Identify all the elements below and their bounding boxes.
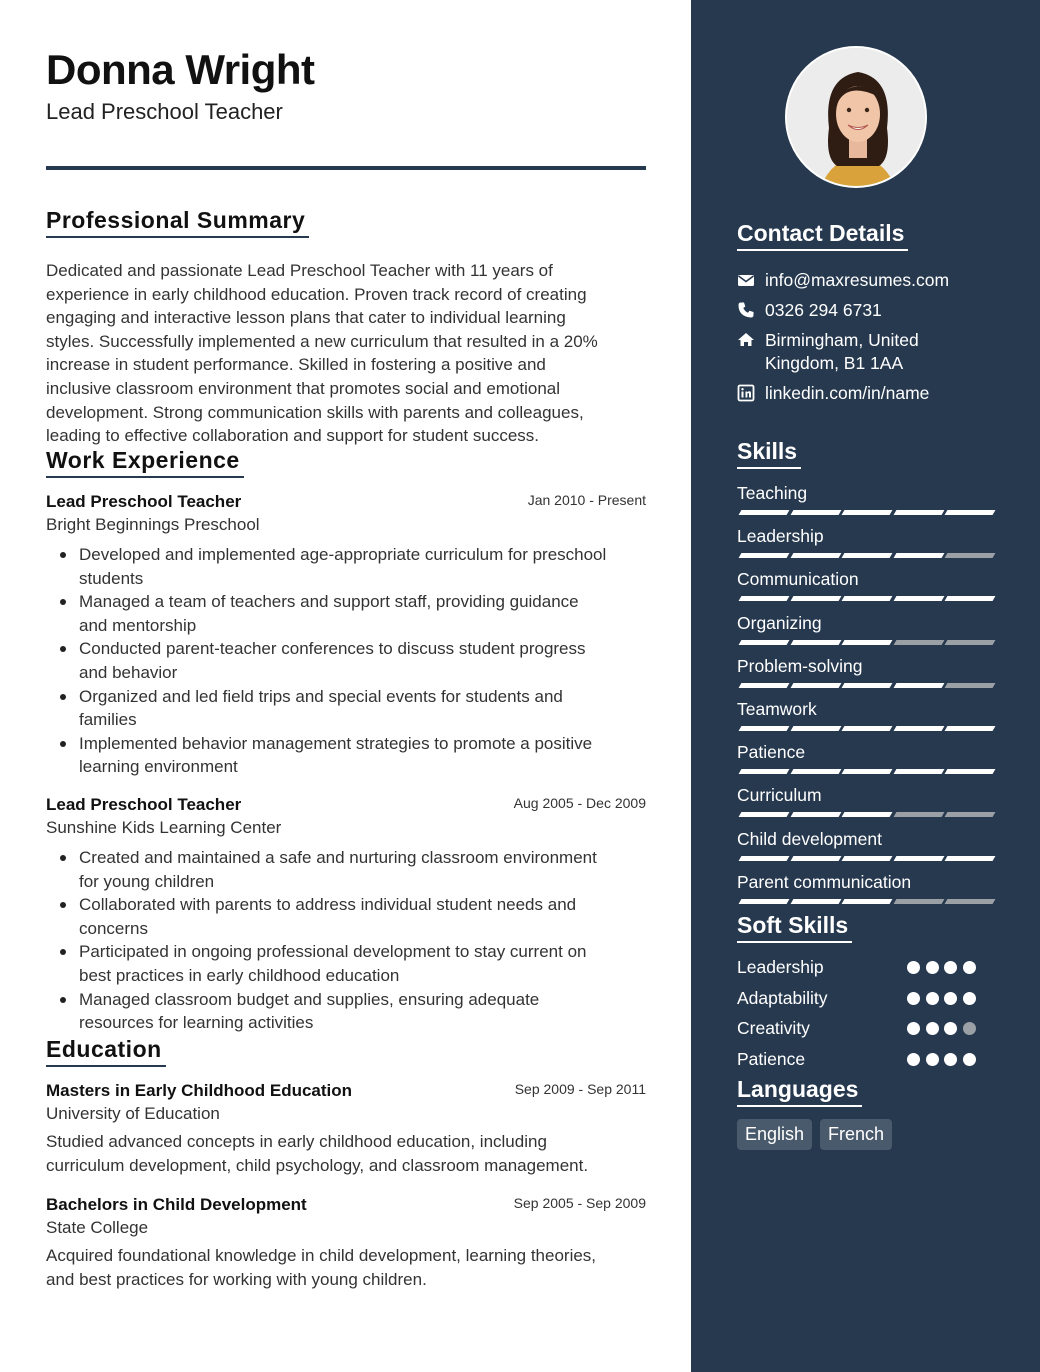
degree-title: Bachelors in Child Development — [46, 1195, 307, 1214]
skill-level-segment — [945, 553, 996, 558]
skill-level-segment — [739, 553, 790, 558]
rating-dot — [907, 1022, 920, 1035]
skill-level-segment — [739, 596, 790, 601]
skill-level-bars — [737, 812, 993, 818]
contact-email[interactable]: info@maxresumes.com — [737, 269, 997, 292]
skill-row — [737, 483, 995, 504]
summary-text: Dedicated and passionate Lead Preschool Teacher with 11 years of experience in early childhood education. Proven track record of creating engaging and interactive lesson plans that cater to individual learning styles. Successfully implemented a new curriculum that resulted in a 20% increase in student performance. Skilled in fostering a positive and inclusive classroom environment that promotes social and emotional development. Strong communication skills with parents and colleagues, leading to effective collaboration and support for student success. — [46, 261, 598, 446]
skill-name: Problem-solving — [737, 655, 863, 676]
skill-level-segment — [842, 640, 893, 645]
soft-skill-name: Adaptability — [737, 987, 828, 1008]
skill-level-bars — [737, 899, 993, 905]
skill-level-bars — [737, 726, 993, 732]
skill-name: Communication — [737, 569, 859, 590]
skill-row — [737, 872, 995, 893]
skill-level-segment — [842, 596, 893, 601]
contact-address: Birmingham, United Kingdom, B1 1AA — [737, 329, 997, 375]
soft-skill-rating — [907, 1022, 987, 1036]
skill-level-segment — [945, 726, 996, 731]
rating-dot — [944, 1053, 957, 1066]
rating-dot — [907, 961, 920, 974]
skill-level-segment — [790, 899, 841, 904]
experience-heading: Work Experience — [46, 447, 244, 478]
rating-dot — [926, 992, 939, 1005]
skill-level-segment — [945, 769, 996, 774]
skill-level-segment — [842, 726, 893, 731]
rating-dot — [963, 1022, 976, 1035]
job-organization: Bright Beginnings Preschool — [46, 515, 260, 534]
skill-level-segment — [790, 812, 841, 817]
skill-level-segment — [842, 856, 893, 861]
skill-level-segment — [790, 726, 841, 731]
job-title: Lead Preschool Teacher — [46, 795, 242, 814]
skill-level-segment — [739, 640, 790, 645]
skill-row — [737, 526, 995, 547]
soft-skill-name: Leadership — [737, 957, 824, 977]
rating-dot — [907, 992, 920, 1005]
skill-level-segment — [842, 812, 893, 817]
soft-skill-row — [737, 957, 987, 978]
education-date: Sep 2005 - Sep 2009 — [513, 1195, 646, 1211]
job-entry — [46, 492, 646, 779]
rating-dot — [944, 1022, 957, 1035]
skill-level-segment — [842, 683, 893, 688]
skill-level-segment — [893, 596, 944, 601]
education-entry — [46, 1081, 646, 1177]
skill-level-segment — [739, 856, 790, 861]
skill-name: Parent communication — [737, 871, 912, 892]
skill-name: Child development — [737, 828, 882, 849]
skill-level-segment — [893, 856, 944, 861]
soft-skill-rating — [907, 961, 987, 975]
list-item: Collaborated with parents to address individual student needs and concerns — [46, 893, 646, 940]
skill-row — [737, 742, 995, 763]
soft-skills-heading: Soft Skills — [737, 912, 852, 943]
school-name: State College — [46, 1218, 149, 1237]
skill-level-bars — [737, 596, 993, 602]
envelope-icon — [737, 271, 755, 289]
skill-name: Teaching — [737, 483, 808, 503]
job-title: Lead Preschool Teacher — [46, 492, 242, 511]
skill-level-segment — [945, 596, 996, 601]
skill-level-segment — [893, 726, 944, 731]
skill-row — [737, 699, 995, 720]
candidate-name: Donna Wright — [46, 46, 315, 93]
education-description: Studied advanced concepts in early childhood education, including curriculum development, child psychology, and classroom management. — [46, 1132, 589, 1175]
skill-level-segment — [739, 769, 790, 774]
language-tag: English — [737, 1119, 812, 1150]
job-bullets — [46, 543, 646, 779]
job-organization: Sunshine Kids Learning Center — [46, 818, 282, 837]
skill-level-bars — [737, 510, 993, 516]
skill-level-segment — [739, 899, 790, 904]
skill-level-segment — [790, 640, 841, 645]
skill-name: Patience — [737, 742, 806, 763]
education-entry — [46, 1195, 646, 1291]
skill-level-segment — [790, 769, 841, 774]
job-bullets — [46, 846, 646, 1035]
degree-title: Masters in Early Childhood Education — [46, 1081, 353, 1100]
soft-skill-row — [737, 1049, 987, 1070]
skill-level-segment — [945, 812, 996, 817]
job-date: Jan 2010 - Present — [527, 492, 646, 508]
skill-level-segment — [945, 683, 996, 688]
phone-icon — [737, 301, 755, 319]
rating-dot — [926, 1022, 939, 1035]
skill-level-segment — [893, 812, 944, 817]
skill-level-segment — [739, 683, 790, 688]
rating-dot — [944, 961, 957, 974]
skill-level-segment — [790, 856, 841, 861]
skill-level-segment — [893, 640, 944, 645]
list-item: Managed a team of teachers and support staff, providing guidance and mentorship — [46, 590, 646, 637]
skill-level-segment — [790, 553, 841, 558]
skill-level-segment — [739, 812, 790, 817]
rating-dot — [926, 961, 939, 974]
skill-name: Teamwork — [737, 699, 817, 719]
list-item: Implemented behavior management strategies to promote a positive learning environment — [46, 732, 646, 779]
skill-level-segment — [945, 640, 996, 645]
contact-phone[interactable]: 0326 294 6731 — [737, 299, 997, 322]
soft-skill-name: Creativity — [737, 1018, 810, 1038]
skill-level-segment — [893, 769, 944, 774]
list-item: Conducted parent-teacher conferences to discuss student progress and behavior — [46, 637, 646, 684]
skill-level-segment — [893, 553, 944, 558]
skills-heading: Skills — [737, 438, 801, 469]
skill-level-segment — [790, 510, 841, 515]
soft-skill-name: Patience — [737, 1048, 806, 1069]
skill-level-bars — [737, 769, 993, 775]
list-item: Participated in ongoing professional development to stay current on best practices in early childhood education — [46, 940, 646, 987]
skill-level-segment — [893, 510, 944, 515]
home-icon — [737, 331, 755, 349]
skill-name: Leadership — [737, 526, 824, 547]
skill-level-segment — [945, 510, 996, 515]
list-item: Created and maintained a safe and nurturing classroom environment for young children — [46, 846, 646, 893]
skill-level-bars — [737, 683, 993, 689]
candidate-title: Lead Preschool Teacher — [46, 99, 283, 124]
contact-heading: Contact Details — [737, 220, 908, 251]
skill-level-bars — [737, 553, 993, 559]
skill-level-segment — [945, 899, 996, 904]
skill-level-segment — [945, 856, 996, 861]
soft-skill-rating — [907, 992, 987, 1006]
skill-level-segment — [893, 683, 944, 688]
skill-level-segment — [842, 769, 893, 774]
skill-level-segment — [790, 683, 841, 688]
rating-dot — [944, 992, 957, 1005]
skill-level-bars — [737, 856, 993, 862]
rating-dot — [963, 1053, 976, 1066]
rating-dot — [963, 961, 976, 974]
rating-dot — [926, 1053, 939, 1066]
skill-name: Curriculum — [737, 785, 822, 806]
skill-name: Organizing — [737, 612, 822, 633]
rating-dot — [907, 1053, 920, 1066]
job-date: Aug 2005 - Dec 2009 — [513, 795, 646, 811]
skill-level-bars — [737, 640, 993, 646]
skill-level-segment — [739, 510, 790, 515]
rating-dot — [963, 992, 976, 1005]
language-tag: French — [820, 1119, 892, 1150]
soft-skill-rating — [907, 1053, 987, 1067]
school-name: University of Education — [46, 1104, 220, 1123]
skill-row — [737, 569, 995, 590]
profile-photo — [785, 46, 927, 188]
skill-level-segment — [842, 899, 893, 904]
list-item: Managed classroom budget and supplies, ensuring adequate resources for learning activities — [46, 988, 646, 1035]
languages-heading: Languages — [737, 1076, 862, 1107]
summary-heading: Professional Summary — [46, 207, 309, 238]
languages-list — [737, 1119, 892, 1150]
skill-row — [737, 829, 995, 850]
skill-level-segment — [739, 726, 790, 731]
job-entry — [46, 795, 646, 1035]
linkedin-icon — [737, 384, 755, 402]
skill-level-segment — [842, 510, 893, 515]
education-date: Sep 2009 - Sep 2011 — [514, 1081, 646, 1097]
soft-skill-row — [737, 988, 987, 1009]
education-heading: Education — [46, 1036, 166, 1067]
list-item: Organized and led field trips and special events for students and families — [46, 685, 646, 732]
soft-skill-row — [737, 1018, 987, 1039]
header-divider — [46, 166, 646, 170]
skill-level-segment — [842, 553, 893, 558]
contact-linkedin[interactable]: linkedin.com/in/name — [737, 382, 997, 405]
skill-row — [737, 785, 995, 806]
skill-level-segment — [893, 899, 944, 904]
skill-level-segment — [790, 596, 841, 601]
list-item: Developed and implemented age-appropriate curriculum for preschool students — [46, 543, 646, 590]
skill-row — [737, 613, 995, 634]
skill-row — [737, 656, 995, 677]
education-description: Acquired foundational knowledge in child development, learning theories, and best practices for working with young children. — [46, 1246, 597, 1289]
